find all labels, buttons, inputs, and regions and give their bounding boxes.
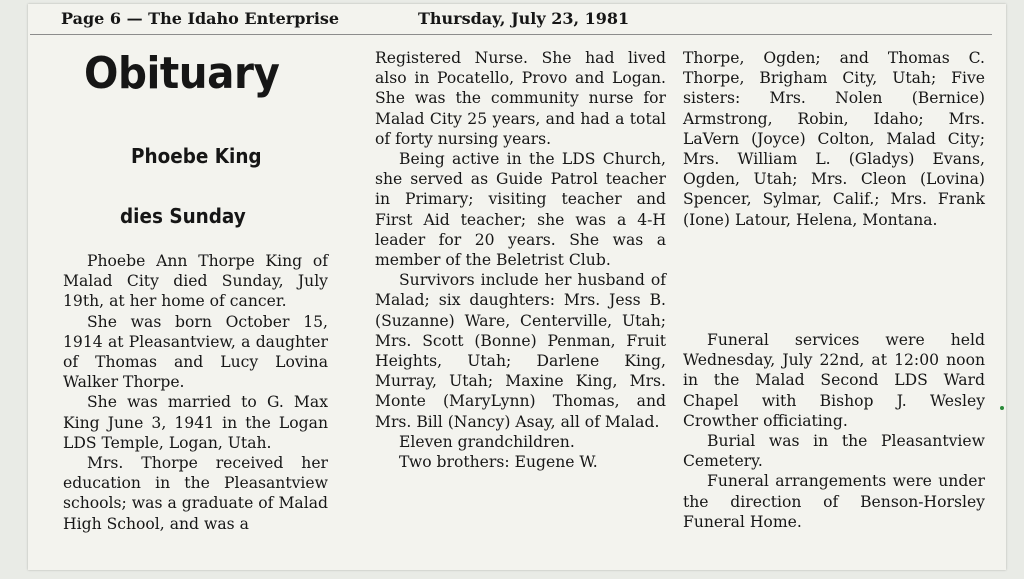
page-and-paper-name: Page 6 — The Idaho Enterprise: [61, 9, 340, 28]
paragraph: She was born October 15, 1914 at Pleasantview, a daughter of Thomas and Lucy Lovina Walker Thorpe.: [63, 312, 328, 392]
headline-line-1: Phoebe King: [131, 144, 262, 168]
column-3-services: [683, 330, 985, 532]
column-1: [63, 251, 328, 534]
paragraph: Eleven grandchildren.: [399, 432, 575, 451]
paragraph: Survivors include her husband of Malad; six daughters: Mrs. Jess B. (Suzanne) Ware, Centerville, Utah; Mrs. Scott (Bonne) Penman, Fruit Heights, Utah; Darlene King, Murray, Utah; Maxine King, Mrs. Monte (MaryLynn) Thomas, and Mrs. Bill (Nancy) Asay, all of Malad.: [375, 271, 666, 431]
newspaper-clipping: [28, 4, 1006, 570]
column-2: [375, 48, 666, 472]
paragraph: Registered Nurse. She had lived also in Pocatello, Provo and Logan. She was the community nurse for Malad City 25 years, and had a total of forty nursing years.: [375, 49, 666, 148]
paragraph: Thorpe, Ogden; and Thomas C. Thorpe, Brigham City, Utah; Five sisters: Mrs. Nolen (Bernice) Armstrong, Robin, Idaho; Mrs. LaVern (Joyce) Colton, Malad City; Mrs. William L. (Gladys) Evans, Ogden, Utah; Mrs. Cleon (Lovina) Spencer, Sylmar, Calif.; Mrs. Frank (Ione) Latour, Helena, Montana.: [683, 49, 985, 229]
paragraph: Funeral services were held Wednesday, July 22nd, at 12:00 noon in the Malad Second LDS Ward Chapel with Bishop J. Wesley Crowther officiating.: [683, 331, 985, 430]
paragraph: Mrs. Thorpe received her education in the Pleasantview schools; was a graduate of Malad High School, and was a: [63, 454, 328, 533]
paragraph: Two brothers: Eugene W.: [399, 453, 598, 472]
paragraph: She was married to G. Max King June 3, 1941 in the Logan LDS Temple, Logan, Utah.: [63, 393, 328, 452]
paragraph: Phoebe Ann Thorpe King of Malad City died Sunday, July 19th, at her home of cancer.: [63, 252, 328, 311]
issue-date: Thursday, July 23, 1981: [418, 9, 630, 28]
paragraph: Being active in the LDS Church, she served as Guide Patrol teacher in Primary; visiting teacher and First Aid teacher; she was a 4-H leader for 20 years. She was a member of the Beletrist Club.: [375, 150, 666, 270]
speck: [1000, 406, 1004, 410]
column-3-survivors: [683, 48, 985, 230]
section-title: Obituary: [84, 48, 280, 99]
header-rule: [30, 34, 992, 35]
headline-line-2: dies Sunday: [120, 204, 246, 228]
paragraph: Burial was in the Pleasantview Cemetery.: [683, 432, 985, 471]
paragraph: Funeral arrangements were under the direction of Benson-Horsley Funeral Home.: [683, 472, 985, 531]
page-header: [61, 9, 630, 35]
